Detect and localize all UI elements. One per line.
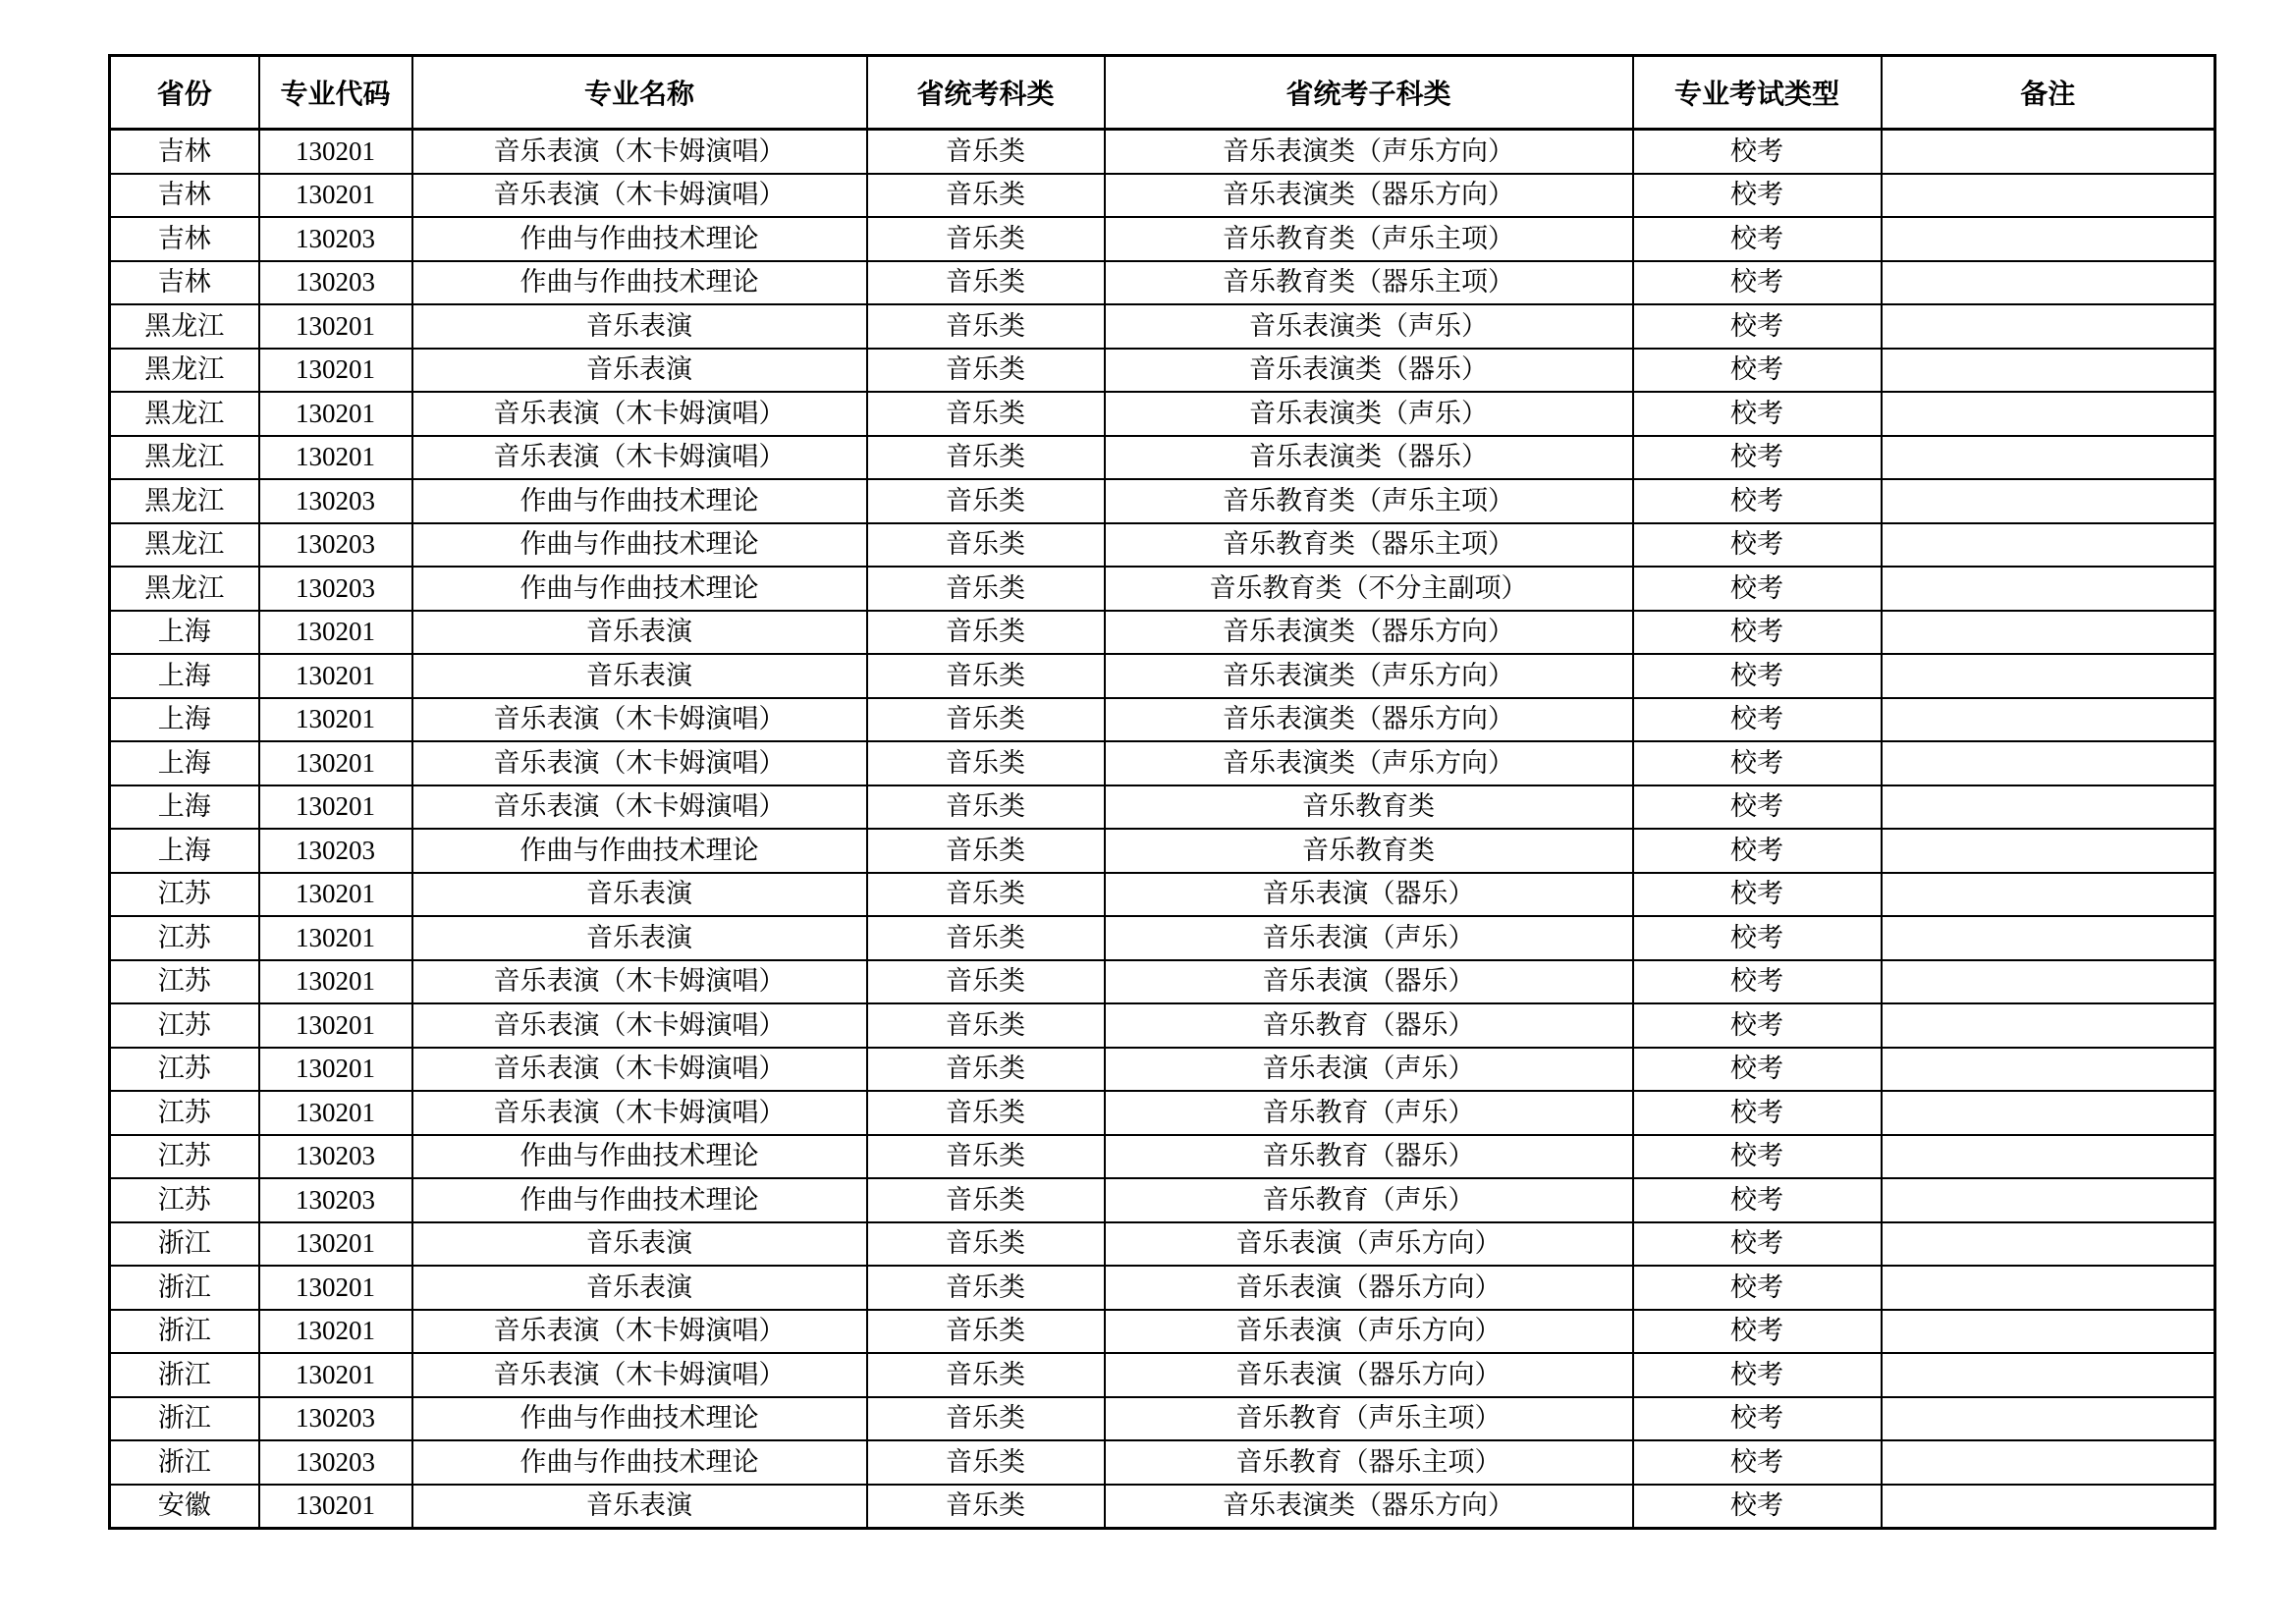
cell-major-code: 130201	[259, 174, 412, 218]
table-row	[110, 1266, 2215, 1310]
cell-exam-subcategory: 音乐教育（声乐）	[1105, 1091, 1633, 1135]
header-major-name: 专业名称	[412, 56, 867, 130]
cell-major-code: 130201	[259, 130, 412, 174]
cell-exam-subcategory: 音乐表演（声乐方向）	[1105, 1222, 1633, 1267]
cell-province: 浙江	[110, 1353, 259, 1397]
document-page	[108, 54, 2214, 1530]
cell-province: 江苏	[110, 873, 259, 917]
cell-province: 上海	[110, 741, 259, 785]
cell-province: 浙江	[110, 1310, 259, 1354]
cell-remarks	[1882, 392, 2215, 436]
cell-exam-subcategory: 音乐教育（器乐主项）	[1105, 1440, 1633, 1485]
cell-major-code: 130201	[259, 392, 412, 436]
cell-exam-subcategory: 音乐表演（器乐方向）	[1105, 1266, 1633, 1310]
cell-exam-subcategory: 音乐教育（器乐）	[1105, 1135, 1633, 1179]
cell-exam-category: 音乐类	[867, 349, 1105, 393]
cell-major-name: 作曲与作曲技术理论	[412, 1440, 867, 1485]
cell-remarks	[1882, 567, 2215, 611]
cell-remarks	[1882, 1178, 2215, 1222]
cell-major-code: 130201	[259, 873, 412, 917]
cell-major-name: 音乐表演	[412, 1485, 867, 1529]
cell-exam-category: 音乐类	[867, 1353, 1105, 1397]
cell-remarks	[1882, 1397, 2215, 1441]
cell-exam-type: 校考	[1633, 873, 1882, 917]
cell-major-name: 音乐表演（木卡姆演唱）	[412, 1091, 867, 1135]
cell-major-name: 作曲与作曲技术理论	[412, 1135, 867, 1179]
cell-exam-category: 音乐类	[867, 523, 1105, 568]
header-exam-category: 省统考科类	[867, 56, 1105, 130]
cell-province: 浙江	[110, 1222, 259, 1267]
cell-exam-type: 校考	[1633, 1485, 1882, 1529]
cell-remarks	[1882, 741, 2215, 785]
table-row	[110, 174, 2215, 218]
table-row	[110, 304, 2215, 349]
cell-remarks	[1882, 873, 2215, 917]
cell-exam-type: 校考	[1633, 1048, 1882, 1092]
cell-exam-type: 校考	[1633, 523, 1882, 568]
cell-major-code: 130201	[259, 741, 412, 785]
cell-exam-type: 校考	[1633, 1135, 1882, 1179]
cell-exam-type: 校考	[1633, 611, 1882, 655]
cell-exam-subcategory: 音乐教育（声乐主项）	[1105, 1397, 1633, 1441]
cell-remarks	[1882, 174, 2215, 218]
cell-exam-category: 音乐类	[867, 567, 1105, 611]
cell-remarks	[1882, 698, 2215, 742]
cell-province: 黑龙江	[110, 392, 259, 436]
cell-exam-type: 校考	[1633, 654, 1882, 698]
cell-exam-type: 校考	[1633, 1178, 1882, 1222]
cell-remarks	[1882, 1440, 2215, 1485]
cell-exam-category: 音乐类	[867, 304, 1105, 349]
cell-remarks	[1882, 217, 2215, 261]
cell-exam-type: 校考	[1633, 392, 1882, 436]
cell-major-name: 音乐表演	[412, 1222, 867, 1267]
cell-remarks	[1882, 916, 2215, 960]
cell-exam-category: 音乐类	[867, 217, 1105, 261]
cell-exam-category: 音乐类	[867, 1003, 1105, 1048]
cell-remarks	[1882, 785, 2215, 830]
cell-province: 吉林	[110, 130, 259, 174]
cell-exam-subcategory: 音乐表演类（器乐方向）	[1105, 174, 1633, 218]
cell-remarks	[1882, 130, 2215, 174]
cell-province: 吉林	[110, 217, 259, 261]
cell-major-code: 130201	[259, 1048, 412, 1092]
cell-major-name: 音乐表演	[412, 304, 867, 349]
cell-exam-subcategory: 音乐表演类（声乐方向）	[1105, 130, 1633, 174]
cell-exam-category: 音乐类	[867, 611, 1105, 655]
cell-exam-category: 音乐类	[867, 960, 1105, 1004]
table-row	[110, 261, 2215, 305]
cell-major-name: 作曲与作曲技术理论	[412, 261, 867, 305]
cell-exam-type: 校考	[1633, 130, 1882, 174]
cell-exam-category: 音乐类	[867, 1397, 1105, 1441]
cell-exam-type: 校考	[1633, 567, 1882, 611]
cell-major-name: 作曲与作曲技术理论	[412, 829, 867, 873]
cell-exam-category: 音乐类	[867, 1091, 1105, 1135]
cell-major-name: 作曲与作曲技术理论	[412, 567, 867, 611]
table-row	[110, 1485, 2215, 1529]
cell-major-code: 130201	[259, 698, 412, 742]
cell-exam-subcategory: 音乐表演类（器乐方向）	[1105, 1485, 1633, 1529]
table-row	[110, 1003, 2215, 1048]
cell-remarks	[1882, 1135, 2215, 1179]
cell-remarks	[1882, 523, 2215, 568]
cell-exam-category: 音乐类	[867, 785, 1105, 830]
cell-province: 江苏	[110, 1091, 259, 1135]
table-row	[110, 217, 2215, 261]
cell-exam-category: 音乐类	[867, 1048, 1105, 1092]
cell-exam-category: 音乐类	[867, 436, 1105, 480]
header-major-code: 专业代码	[259, 56, 412, 130]
table-row	[110, 611, 2215, 655]
cell-exam-type: 校考	[1633, 1003, 1882, 1048]
table-row	[110, 1353, 2215, 1397]
table-row	[110, 916, 2215, 960]
cell-major-code: 130201	[259, 960, 412, 1004]
cell-major-name: 音乐表演	[412, 611, 867, 655]
cell-exam-type: 校考	[1633, 1310, 1882, 1354]
cell-exam-subcategory: 音乐表演类（声乐）	[1105, 304, 1633, 349]
cell-major-name: 作曲与作曲技术理论	[412, 479, 867, 523]
cell-exam-type: 校考	[1633, 698, 1882, 742]
cell-major-code: 130201	[259, 1266, 412, 1310]
cell-province: 江苏	[110, 960, 259, 1004]
table-row	[110, 1135, 2215, 1179]
cell-major-code: 130201	[259, 785, 412, 830]
cell-exam-subcategory: 音乐表演类（声乐方向）	[1105, 654, 1633, 698]
table-row	[110, 567, 2215, 611]
cell-remarks	[1882, 1266, 2215, 1310]
cell-province: 黑龙江	[110, 304, 259, 349]
cell-major-name: 音乐表演	[412, 873, 867, 917]
cell-exam-type: 校考	[1633, 261, 1882, 305]
cell-major-name: 音乐表演（木卡姆演唱）	[412, 741, 867, 785]
cell-major-code: 130201	[259, 611, 412, 655]
cell-exam-category: 音乐类	[867, 174, 1105, 218]
cell-remarks	[1882, 1310, 2215, 1354]
cell-exam-subcategory: 音乐表演（器乐）	[1105, 873, 1633, 917]
cell-major-code: 130201	[259, 916, 412, 960]
cell-major-name: 作曲与作曲技术理论	[412, 217, 867, 261]
table-row	[110, 960, 2215, 1004]
cell-province: 上海	[110, 698, 259, 742]
cell-exam-category: 音乐类	[867, 741, 1105, 785]
cell-exam-subcategory: 音乐教育类（器乐主项）	[1105, 523, 1633, 568]
cell-major-code: 130203	[259, 1440, 412, 1485]
cell-province: 江苏	[110, 1003, 259, 1048]
cell-major-code: 130203	[259, 217, 412, 261]
cell-major-code: 130201	[259, 1485, 412, 1529]
admissions-table	[108, 54, 2216, 1530]
cell-exam-category: 音乐类	[867, 916, 1105, 960]
cell-remarks	[1882, 1048, 2215, 1092]
cell-major-name: 音乐表演（木卡姆演唱）	[412, 130, 867, 174]
cell-major-code: 130201	[259, 654, 412, 698]
cell-province: 上海	[110, 829, 259, 873]
cell-major-code: 130201	[259, 304, 412, 349]
cell-remarks	[1882, 1003, 2215, 1048]
cell-remarks	[1882, 1091, 2215, 1135]
table-row	[110, 1397, 2215, 1441]
cell-exam-subcategory: 音乐表演类（声乐）	[1105, 392, 1633, 436]
cell-exam-category: 音乐类	[867, 829, 1105, 873]
cell-major-code: 130203	[259, 1178, 412, 1222]
table-row	[110, 873, 2215, 917]
cell-major-code: 130203	[259, 479, 412, 523]
cell-major-code: 130201	[259, 1310, 412, 1354]
cell-exam-category: 音乐类	[867, 1440, 1105, 1485]
table-row	[110, 130, 2215, 174]
cell-major-name: 音乐表演（木卡姆演唱）	[412, 698, 867, 742]
cell-province: 吉林	[110, 174, 259, 218]
cell-major-code: 130203	[259, 1397, 412, 1441]
cell-major-code: 130203	[259, 829, 412, 873]
cell-province: 上海	[110, 654, 259, 698]
cell-exam-category: 音乐类	[867, 1485, 1105, 1529]
cell-exam-type: 校考	[1633, 741, 1882, 785]
cell-remarks	[1882, 261, 2215, 305]
cell-province: 上海	[110, 611, 259, 655]
cell-exam-type: 校考	[1633, 479, 1882, 523]
cell-province: 黑龙江	[110, 567, 259, 611]
cell-exam-subcategory: 音乐教育（声乐）	[1105, 1178, 1633, 1222]
table-row	[110, 479, 2215, 523]
cell-exam-category: 音乐类	[867, 1266, 1105, 1310]
table-header	[110, 56, 2215, 130]
cell-province: 浙江	[110, 1266, 259, 1310]
cell-exam-category: 音乐类	[867, 1135, 1105, 1179]
cell-exam-subcategory: 音乐表演（器乐方向）	[1105, 1353, 1633, 1397]
cell-exam-category: 音乐类	[867, 130, 1105, 174]
cell-major-name: 音乐表演（木卡姆演唱）	[412, 1048, 867, 1092]
cell-major-code: 130201	[259, 1353, 412, 1397]
header-row	[110, 56, 2215, 130]
header-exam-type: 专业考试类型	[1633, 56, 1882, 130]
cell-exam-category: 音乐类	[867, 654, 1105, 698]
cell-exam-category: 音乐类	[867, 261, 1105, 305]
table-row	[110, 436, 2215, 480]
cell-exam-subcategory: 音乐表演（声乐）	[1105, 916, 1633, 960]
cell-major-name: 音乐表演（木卡姆演唱）	[412, 174, 867, 218]
header-exam-subcategory: 省统考子科类	[1105, 56, 1633, 130]
table-row	[110, 1091, 2215, 1135]
cell-exam-subcategory: 音乐教育类（器乐主项）	[1105, 261, 1633, 305]
cell-major-name: 音乐表演（木卡姆演唱）	[412, 785, 867, 830]
cell-province: 江苏	[110, 916, 259, 960]
cell-major-name: 音乐表演（木卡姆演唱）	[412, 1310, 867, 1354]
table-row	[110, 698, 2215, 742]
cell-exam-subcategory: 音乐教育类	[1105, 829, 1633, 873]
table-row	[110, 1048, 2215, 1092]
cell-exam-subcategory: 音乐教育（器乐）	[1105, 1003, 1633, 1048]
cell-major-name: 音乐表演（木卡姆演唱）	[412, 436, 867, 480]
cell-province: 江苏	[110, 1048, 259, 1092]
cell-remarks	[1882, 611, 2215, 655]
cell-province: 浙江	[110, 1397, 259, 1441]
cell-exam-category: 音乐类	[867, 479, 1105, 523]
cell-major-name: 作曲与作曲技术理论	[412, 523, 867, 568]
cell-exam-type: 校考	[1633, 916, 1882, 960]
cell-exam-category: 音乐类	[867, 873, 1105, 917]
cell-remarks	[1882, 349, 2215, 393]
cell-remarks	[1882, 436, 2215, 480]
cell-province: 浙江	[110, 1440, 259, 1485]
cell-exam-type: 校考	[1633, 1353, 1882, 1397]
cell-exam-subcategory: 音乐表演类（器乐方向）	[1105, 611, 1633, 655]
cell-major-name: 音乐表演（木卡姆演唱）	[412, 392, 867, 436]
cell-exam-category: 音乐类	[867, 1222, 1105, 1267]
table-row	[110, 1440, 2215, 1485]
cell-major-code: 130203	[259, 1135, 412, 1179]
cell-exam-subcategory: 音乐表演类（器乐）	[1105, 349, 1633, 393]
cell-major-code: 130201	[259, 436, 412, 480]
table-row	[110, 349, 2215, 393]
cell-exam-type: 校考	[1633, 349, 1882, 393]
cell-province: 黑龙江	[110, 479, 259, 523]
cell-major-code: 130201	[259, 1222, 412, 1267]
cell-major-name: 音乐表演	[412, 654, 867, 698]
cell-major-name: 音乐表演	[412, 916, 867, 960]
cell-exam-type: 校考	[1633, 1091, 1882, 1135]
table-row	[110, 1178, 2215, 1222]
cell-province: 吉林	[110, 261, 259, 305]
cell-remarks	[1882, 479, 2215, 523]
cell-exam-subcategory: 音乐教育类（声乐主项）	[1105, 217, 1633, 261]
cell-remarks	[1882, 1353, 2215, 1397]
cell-exam-type: 校考	[1633, 785, 1882, 830]
cell-exam-type: 校考	[1633, 960, 1882, 1004]
cell-exam-category: 音乐类	[867, 1310, 1105, 1354]
cell-exam-type: 校考	[1633, 304, 1882, 349]
cell-major-name: 音乐表演（木卡姆演唱）	[412, 960, 867, 1004]
cell-exam-type: 校考	[1633, 217, 1882, 261]
cell-remarks	[1882, 829, 2215, 873]
cell-province: 黑龙江	[110, 349, 259, 393]
cell-major-code: 130203	[259, 523, 412, 568]
cell-major-name: 音乐表演	[412, 349, 867, 393]
cell-exam-category: 音乐类	[867, 392, 1105, 436]
cell-major-name: 作曲与作曲技术理论	[412, 1178, 867, 1222]
table-row	[110, 829, 2215, 873]
cell-exam-type: 校考	[1633, 174, 1882, 218]
cell-exam-type: 校考	[1633, 1266, 1882, 1310]
table-body	[110, 130, 2215, 1529]
header-remarks: 备注	[1882, 56, 2215, 130]
cell-major-name: 作曲与作曲技术理论	[412, 1397, 867, 1441]
table-row	[110, 392, 2215, 436]
table-row	[110, 1222, 2215, 1267]
cell-exam-type: 校考	[1633, 1440, 1882, 1485]
cell-major-name: 音乐表演	[412, 1266, 867, 1310]
cell-exam-type: 校考	[1633, 829, 1882, 873]
cell-exam-subcategory: 音乐表演（声乐方向）	[1105, 1310, 1633, 1354]
cell-exam-subcategory: 音乐表演类（器乐方向）	[1105, 698, 1633, 742]
cell-exam-subcategory: 音乐教育类（声乐主项）	[1105, 479, 1633, 523]
cell-exam-category: 音乐类	[867, 1178, 1105, 1222]
table-row	[110, 1310, 2215, 1354]
cell-major-code: 130201	[259, 1091, 412, 1135]
cell-exam-subcategory: 音乐表演（器乐）	[1105, 960, 1633, 1004]
cell-exam-subcategory: 音乐表演类（声乐方向）	[1105, 741, 1633, 785]
cell-exam-subcategory: 音乐教育类（不分主副项）	[1105, 567, 1633, 611]
cell-major-name: 音乐表演（木卡姆演唱）	[412, 1003, 867, 1048]
cell-province: 江苏	[110, 1178, 259, 1222]
cell-remarks	[1882, 1485, 2215, 1529]
cell-major-code: 130201	[259, 349, 412, 393]
cell-province: 安徽	[110, 1485, 259, 1529]
cell-major-code: 130203	[259, 261, 412, 305]
cell-province: 黑龙江	[110, 523, 259, 568]
header-province: 省份	[110, 56, 259, 130]
cell-exam-type: 校考	[1633, 1222, 1882, 1267]
cell-remarks	[1882, 1222, 2215, 1267]
cell-remarks	[1882, 960, 2215, 1004]
cell-province: 上海	[110, 785, 259, 830]
cell-province: 黑龙江	[110, 436, 259, 480]
cell-exam-type: 校考	[1633, 1397, 1882, 1441]
cell-remarks	[1882, 304, 2215, 349]
cell-remarks	[1882, 654, 2215, 698]
table-row	[110, 654, 2215, 698]
cell-province: 江苏	[110, 1135, 259, 1179]
cell-major-code: 130203	[259, 567, 412, 611]
cell-major-name: 音乐表演（木卡姆演唱）	[412, 1353, 867, 1397]
table-row	[110, 785, 2215, 830]
cell-major-code: 130201	[259, 1003, 412, 1048]
cell-exam-subcategory: 音乐表演（声乐）	[1105, 1048, 1633, 1092]
table-row	[110, 523, 2215, 568]
table-row	[110, 741, 2215, 785]
cell-exam-category: 音乐类	[867, 698, 1105, 742]
cell-exam-subcategory: 音乐教育类	[1105, 785, 1633, 830]
cell-exam-subcategory: 音乐表演类（器乐）	[1105, 436, 1633, 480]
cell-exam-type: 校考	[1633, 436, 1882, 480]
